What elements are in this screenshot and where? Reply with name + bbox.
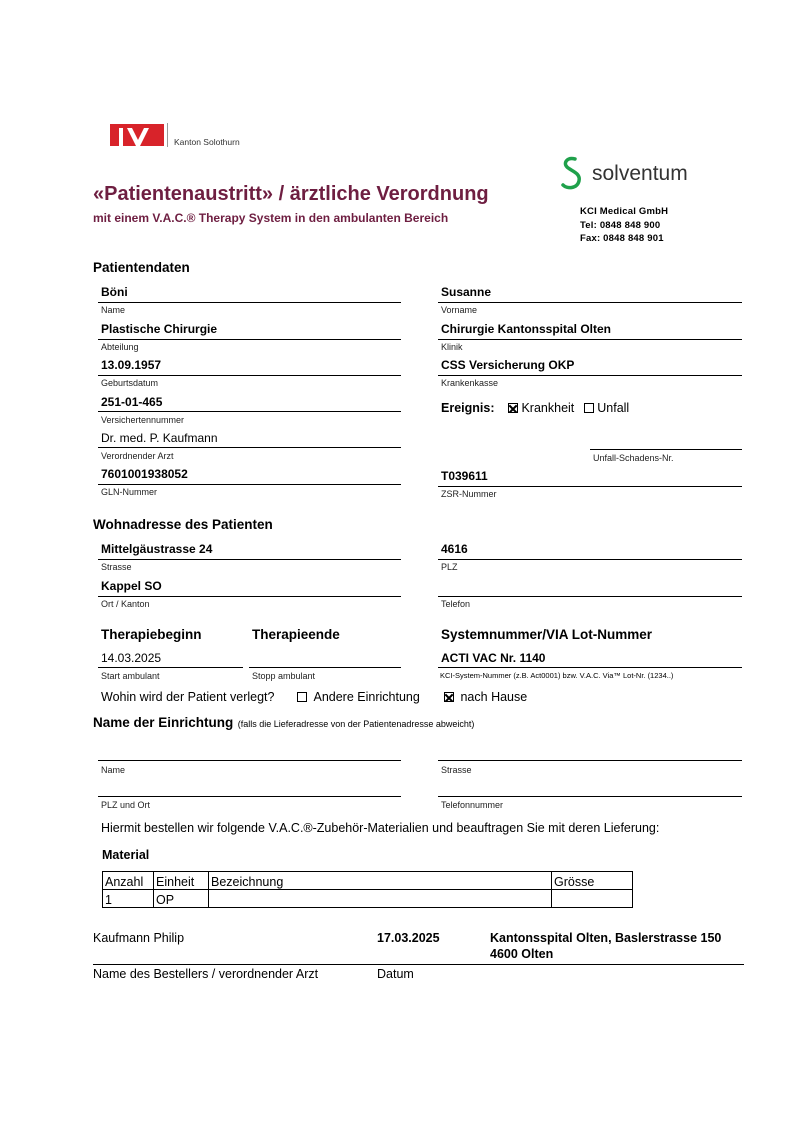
unfall-nr-label: Unfall-Schadens-Nr. [593,453,674,463]
cell-einheit[interactable]: OP [154,890,209,908]
gln-label: GLN-Nummer [101,487,158,497]
systemnummer-value[interactable]: ACTI VAC Nr. 1140 [441,651,546,665]
arzt-value[interactable]: Dr. med. P. Kaufmann [101,431,218,445]
plz-value[interactable]: 4616 [441,542,468,556]
facility-telefon-label: Telefonnummer [441,800,504,810]
kanton-solothurn-logo-icon [110,124,164,146]
nach-hause-label: nach Hause [460,690,528,704]
divider [249,667,401,668]
order-text: Hiermit bestellen wir folgende V.A.C.®-Zubehör-Materialien und beauftragen Sie mit deren Lieferung: [101,821,660,835]
facility-strasse-label: Strasse [441,765,472,775]
patient-vorname-value[interactable]: Susanne [441,285,492,299]
andere-einrichtung-label: Andere Einrichtung [313,690,420,704]
arzt-label: Verordnender Arzt [101,451,174,461]
section-patientendaten: Patientendaten [93,260,190,275]
material-heading: Material [102,848,150,862]
abteilung-label: Abteilung [101,342,139,352]
signature-divider [93,964,744,965]
divider [438,486,742,487]
divider [438,302,742,303]
kanton-name: Kanton Solothurn [174,137,240,147]
facility-note: (falls die Lieferadresse von der Patientenadresse abweicht) [237,719,475,729]
versichertennummer-label: Versichertennummer [101,415,185,425]
facility-name-field[interactable] [98,760,401,761]
systemnummer-heading: Systemnummer/VIA Lot-Nummer [441,627,653,642]
nach-hause-checkbox[interactable] [444,692,454,702]
patient-name-label: Name [101,305,126,315]
zsr-label: ZSR-Nummer [441,489,497,499]
cell-bezeichnung[interactable] [209,890,552,908]
andere-einrichtung-checkbox[interactable] [297,692,307,702]
divider [438,339,742,340]
krankheit-label: Krankheit [521,401,575,415]
divider [98,447,401,448]
material-table [102,871,633,908]
facility-header [93,714,474,732]
klinik-label: Klinik [441,342,463,352]
page-subtitle: mit einem V.A.C.® Therapy System in den ambulanten Bereich [93,211,449,225]
ort-value[interactable]: Kappel SO [101,579,162,593]
column-header-anzahl: Anzahl [103,872,154,890]
address-line-1: Kantonsspital Olten, Baslerstrasse 150 [490,931,722,945]
facility-name-label: Name [101,765,126,775]
ereignis-group [441,401,629,415]
divider [98,375,401,376]
company-name: KCI Medical GmbH [580,206,669,217]
divider [98,667,243,668]
geburtsdatum-label: Geburtsdatum [101,378,159,388]
unfall-checkbox[interactable] [584,403,594,413]
section-wohnadresse: Wohnadresse des Patienten [93,517,273,532]
divider [98,339,401,340]
strasse-label: Strasse [101,562,132,572]
therapieende-heading: Therapieende [252,627,340,642]
krankheit-checkbox[interactable] [508,403,518,413]
therapiebeginn-label: Start ambulant [101,671,160,681]
bestell-datum[interactable]: 17.03.2025 [377,931,440,945]
cell-groesse[interactable] [552,890,633,908]
cell-anzahl[interactable]: 1 [103,890,154,908]
divider [438,375,742,376]
gln-value[interactable]: 7601001938052 [101,467,188,481]
divider [438,559,742,560]
facility-plz-ort-label: PLZ und Ort [101,800,151,810]
verlegt-question: Wohin wird der Patient verlegt? [101,690,275,704]
table-header-row [103,872,633,890]
telefon-label: Telefon [441,599,471,609]
datum-label: Datum [377,967,414,981]
company-tel: Tel: 0848 848 900 [580,220,661,231]
besteller-label: Name des Bestellers / verordnender Arzt [93,967,319,981]
hause-option [444,690,527,704]
divider [98,411,401,412]
systemnummer-label: KCI-System-Nummer (z.B. Act0001) bzw. V.A.C. Via™ Lot-Nr. (1234..) [440,671,674,680]
page-title: «Patientenaustritt» / ärztliche Verordnung [93,183,489,205]
zsr-value[interactable]: T039611 [441,469,488,483]
abteilung-value[interactable]: Plastische Chirurgie [101,322,218,336]
logo-separator [167,123,168,147]
ereignis-label: Ereignis: [441,401,495,415]
divider [98,596,401,597]
versichertennummer-value[interactable]: 251-01-465 [101,395,163,409]
facility-telefon-field[interactable] [438,796,742,797]
besteller-name[interactable]: Kaufmann Philip [93,931,185,945]
column-header-groesse: Grösse [552,872,633,890]
therapieende-label: Stopp ambulant [252,671,316,681]
column-header-einheit: Einheit [154,872,209,890]
klinik-value[interactable]: Chirurgie Kantonsspital Olten [441,322,612,336]
divider [98,559,401,560]
krankenkasse-value[interactable]: CSS Versicherung OKP [441,358,575,372]
patient-vorname-label: Vorname [441,305,478,315]
krankenkasse-label: Krankenkasse [441,378,499,388]
strasse-value[interactable]: Mittelgäustrasse 24 [101,542,213,556]
unfall-label: Unfall [597,401,630,415]
unfall-nr-field[interactable] [590,449,742,450]
patient-name-value[interactable]: Böni [101,285,128,299]
divider [98,302,401,303]
therapiebeginn-heading: Therapiebeginn [101,627,202,642]
plz-label: PLZ [441,562,458,572]
verlegt-question-group [101,690,274,704]
facility-strasse-field[interactable] [438,760,742,761]
address-line-2: 4600 Olten [490,947,554,961]
therapiebeginn-value[interactable]: 14.03.2025 [101,651,162,665]
company-fax: Fax: 0848 848 901 [580,233,664,244]
divider [438,596,742,597]
geburtsdatum-value[interactable]: 13.09.1957 [101,358,162,372]
ort-label: Ort / Kanton [101,599,150,609]
column-header-bezeichnung: Bezeichnung [209,872,552,890]
facility-plz-ort-field[interactable] [98,796,401,797]
section-einrichtung: Name der Einrichtung [93,715,234,730]
divider [98,484,401,485]
einrichtung-option [297,690,420,704]
brand-name: solventum [592,162,688,185]
divider [438,667,742,668]
table-row[interactable] [103,890,633,908]
